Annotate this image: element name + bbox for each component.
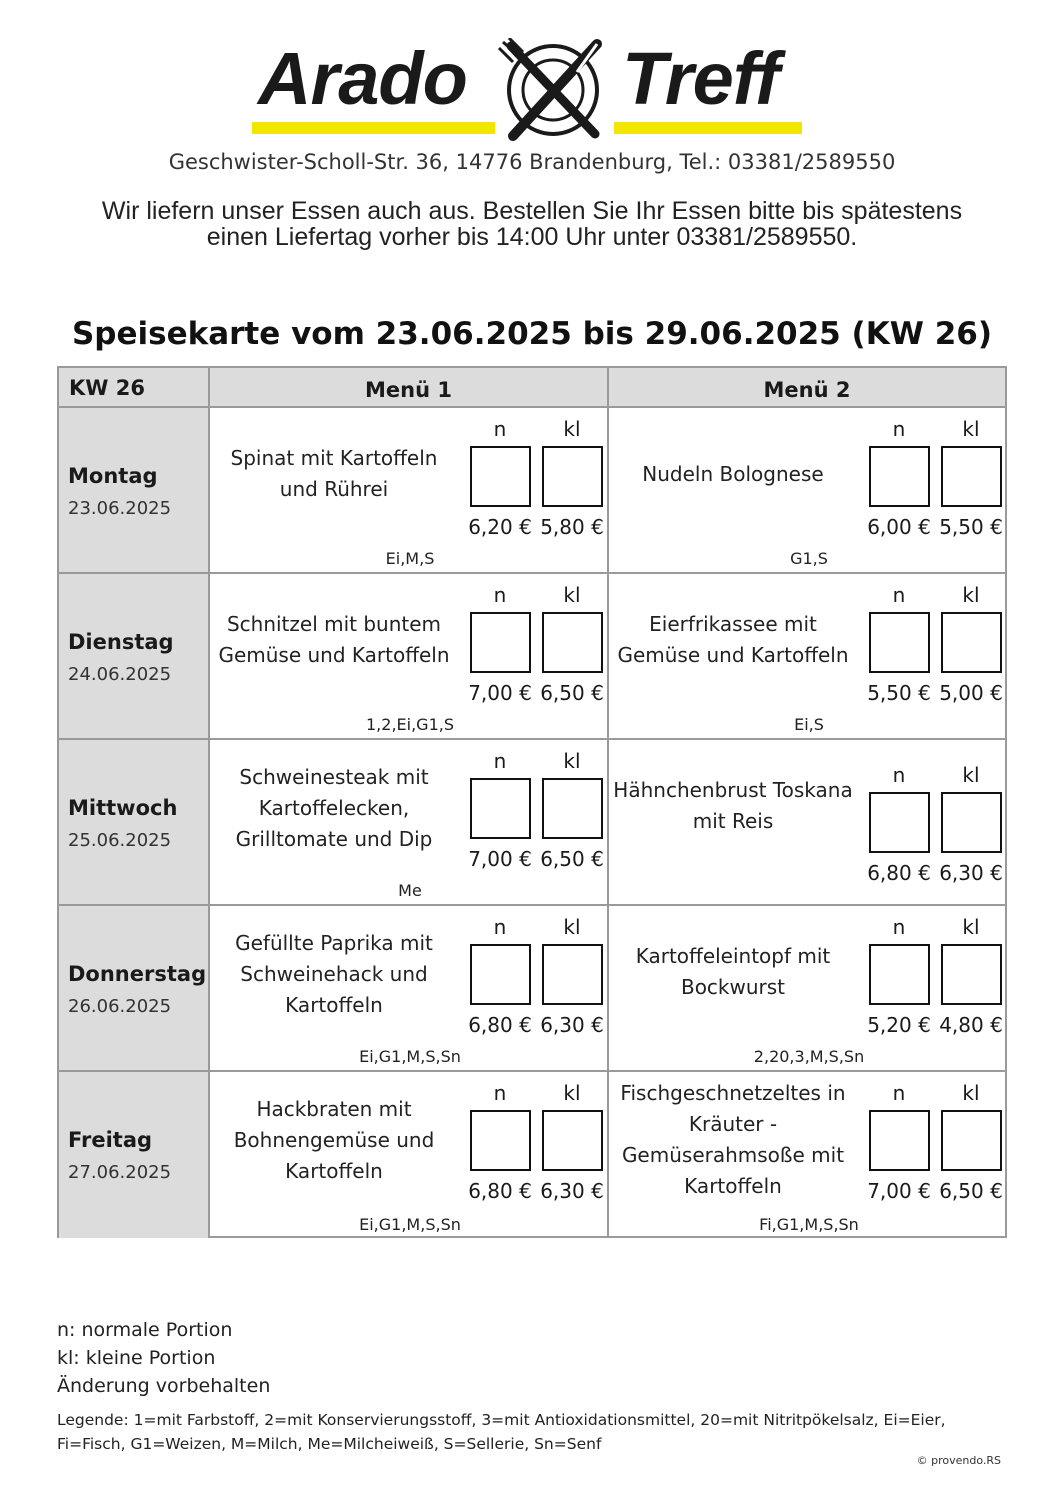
option-small-label: kl bbox=[962, 583, 980, 607]
price-small: 6,50 € bbox=[540, 681, 604, 705]
menu2-cell bbox=[609, 408, 1005, 572]
logo-word-left: Arado bbox=[258, 37, 467, 120]
logo-underline-left bbox=[252, 122, 495, 134]
price-normal: 6,80 € bbox=[468, 1179, 532, 1203]
price-normal: 6,80 € bbox=[867, 861, 931, 885]
order-checkbox-normal[interactable] bbox=[470, 778, 531, 839]
option-small-label: kl bbox=[563, 915, 581, 939]
option-normal bbox=[468, 416, 532, 539]
allergen-codes: 2,20,3,M,S,Sn bbox=[753, 1047, 865, 1066]
option-small bbox=[939, 1080, 1003, 1203]
option-small bbox=[540, 914, 604, 1037]
option-normal bbox=[468, 1080, 532, 1203]
allergen-legend: Legende: 1=mit Farbstoff, 2=mit Konservierungsstoff, 3=mit Antioxidationsmittel, 20=mit Nitritpökelsalz, Ei=Eier, Fi=Fisch, G1=Weizen, M=Milch, Me=Milcheiweiß, S=Sellerie, Sn=Senf bbox=[57, 1411, 946, 1453]
menu1-cell bbox=[210, 740, 609, 904]
order-checkbox-small[interactable] bbox=[542, 778, 603, 839]
day-date: 25.06.2025 bbox=[68, 830, 172, 851]
dish-name: Gefüllte Paprika mit Schweinehack und Kartoffeln bbox=[235, 930, 433, 1017]
day-name: Freitag bbox=[68, 1128, 153, 1152]
dish-name: Kartoffeleintopf mit Bockwurst bbox=[635, 944, 831, 999]
order-checkbox-normal[interactable] bbox=[470, 446, 531, 507]
menu1-cell bbox=[210, 1072, 609, 1238]
allergen-codes: Ei,S bbox=[794, 715, 824, 734]
allergen-codes: Fi,G1,M,S,Sn bbox=[759, 1215, 859, 1234]
page-title: Speisekarte vom 23.06.2025 bis 29.06.2025 (KW 26) bbox=[71, 316, 993, 352]
day-date: 26.06.2025 bbox=[68, 996, 172, 1017]
menu1-cell bbox=[210, 574, 609, 738]
order-checkbox-small[interactable] bbox=[542, 944, 603, 1005]
option-normal bbox=[867, 1080, 931, 1203]
order-checkbox-small[interactable] bbox=[542, 1110, 603, 1171]
option-small bbox=[540, 582, 604, 705]
option-normal-label: n bbox=[493, 583, 507, 607]
delivery-notice-line-2: einen Liefertag vorher bis 14:00 Uhr unter 03381/2589550. bbox=[206, 223, 858, 251]
option-small-label: kl bbox=[962, 417, 980, 441]
option-small bbox=[540, 416, 604, 539]
plate-fork-knife-icon bbox=[497, 38, 609, 142]
price-normal: 5,20 € bbox=[867, 1013, 931, 1037]
price-normal: 6,00 € bbox=[867, 515, 931, 539]
option-small bbox=[939, 416, 1003, 539]
option-small bbox=[540, 1080, 604, 1203]
order-checkbox-normal[interactable] bbox=[869, 446, 930, 507]
header-kw-cell bbox=[59, 368, 210, 408]
logo bbox=[0, 36, 1064, 146]
price-small: 4,80 € bbox=[939, 1013, 1003, 1037]
dish-name: Schnitzel mit buntem Gemüse und Kartoffeln bbox=[218, 612, 450, 667]
option-normal-label: n bbox=[493, 749, 507, 773]
order-checkbox-normal[interactable] bbox=[470, 612, 531, 673]
allergen-codes: Ei,M,S bbox=[385, 549, 435, 568]
option-normal-label: n bbox=[493, 915, 507, 939]
day-date: 23.06.2025 bbox=[68, 498, 172, 519]
menu2-cell bbox=[609, 1072, 1005, 1238]
option-small-label: kl bbox=[563, 417, 581, 441]
dish-name: Hähnchenbrust Toskana mit Reis bbox=[613, 778, 853, 833]
price-small: 6,50 € bbox=[939, 1179, 1003, 1203]
order-checkbox-small[interactable] bbox=[941, 612, 1002, 673]
day-name: Mittwoch bbox=[68, 796, 178, 820]
price-normal: 6,20 € bbox=[468, 515, 532, 539]
menu-table bbox=[57, 366, 1007, 1238]
header-kw-label: KW 26 bbox=[69, 376, 145, 400]
option-normal bbox=[468, 582, 532, 705]
copyright: © provendo.RS bbox=[916, 1454, 1001, 1467]
order-checkbox-normal[interactable] bbox=[470, 1110, 531, 1171]
option-small-label: kl bbox=[563, 583, 581, 607]
day-name: Dienstag bbox=[68, 630, 174, 654]
price-small: 5,00 € bbox=[939, 681, 1003, 705]
menu1-cell bbox=[210, 906, 609, 1070]
price-normal: 7,00 € bbox=[468, 681, 532, 705]
option-normal-label: n bbox=[892, 763, 906, 787]
allergen-codes: Ei,G1,M,S,Sn bbox=[359, 1047, 461, 1066]
day-name: Montag bbox=[68, 464, 158, 488]
option-small bbox=[939, 762, 1003, 885]
option-normal-label: n bbox=[493, 1081, 507, 1105]
order-checkbox-small[interactable] bbox=[941, 944, 1002, 1005]
order-checkbox-small[interactable] bbox=[941, 446, 1002, 507]
price-small: 5,80 € bbox=[540, 515, 604, 539]
day-cell bbox=[59, 740, 210, 904]
portion-notes bbox=[57, 1316, 270, 1400]
option-normal bbox=[867, 762, 931, 885]
price-small: 6,30 € bbox=[939, 861, 1003, 885]
price-small: 6,30 € bbox=[540, 1013, 604, 1037]
option-small-label: kl bbox=[962, 915, 980, 939]
day-cell bbox=[59, 1072, 210, 1238]
option-normal-label: n bbox=[892, 915, 906, 939]
price-small: 6,30 € bbox=[540, 1179, 604, 1203]
delivery-notice bbox=[0, 198, 1064, 250]
option-normal-label: n bbox=[892, 583, 906, 607]
day-date: 24.06.2025 bbox=[68, 664, 172, 685]
order-checkbox-normal[interactable] bbox=[470, 944, 531, 1005]
allergen-codes: Me bbox=[398, 881, 422, 900]
header-menu2-cell bbox=[609, 368, 1005, 408]
option-normal bbox=[468, 748, 532, 871]
header-menu1-label: Menü 1 bbox=[365, 378, 452, 402]
price-normal: 5,50 € bbox=[867, 681, 931, 705]
option-small-label: kl bbox=[962, 1081, 980, 1105]
dish-name: Hackbraten mit Bohnengemüse und Kartoffeln bbox=[233, 1096, 435, 1183]
menu1-cell bbox=[210, 408, 609, 572]
order-checkbox-normal[interactable] bbox=[869, 944, 930, 1005]
option-normal-label: n bbox=[892, 417, 906, 441]
menu2-cell bbox=[609, 906, 1005, 1070]
day-date: 27.06.2025 bbox=[68, 1162, 172, 1183]
allergen-codes: Ei,G1,M,S,Sn bbox=[359, 1215, 461, 1234]
order-checkbox-normal[interactable] bbox=[869, 1110, 930, 1171]
menu2-cell bbox=[609, 740, 1005, 904]
option-small-label: kl bbox=[962, 763, 980, 787]
option-normal-label: n bbox=[493, 417, 507, 441]
note-change-reserved: Änderung vorbehalten bbox=[57, 1375, 271, 1397]
option-normal bbox=[468, 914, 532, 1037]
price-normal: 7,00 € bbox=[867, 1179, 931, 1203]
order-checkbox-small[interactable] bbox=[542, 612, 603, 673]
day-cell bbox=[59, 906, 210, 1070]
order-checkbox-small[interactable] bbox=[941, 792, 1002, 853]
order-checkbox-normal[interactable] bbox=[869, 792, 930, 853]
price-normal: 6,80 € bbox=[468, 1013, 532, 1037]
day-row bbox=[59, 574, 1005, 740]
option-normal bbox=[867, 582, 931, 705]
logo-word-right: Treff bbox=[622, 37, 779, 120]
day-row bbox=[59, 906, 1005, 1072]
dish-name: Spinat mit Kartoffeln und Rührei bbox=[230, 446, 438, 501]
day-cell bbox=[59, 408, 210, 572]
address-line: Geschwister-Scholl-Str. 36, 14776 Brandenburg, Tel.: 03381/2589550 bbox=[168, 150, 896, 174]
dish-name: Eierfrikassee mit Gemüse und Kartoffeln bbox=[617, 612, 849, 667]
option-normal-label: n bbox=[892, 1081, 906, 1105]
option-small bbox=[939, 582, 1003, 705]
menu2-cell bbox=[609, 574, 1005, 738]
day-row bbox=[59, 408, 1005, 574]
order-checkbox-normal[interactable] bbox=[869, 612, 930, 673]
option-small-label: kl bbox=[563, 1081, 581, 1105]
note-normal-portion: n: normale Portion bbox=[57, 1319, 233, 1341]
dish-name: Nudeln Bolognese bbox=[642, 461, 824, 486]
option-small-label: kl bbox=[563, 749, 581, 773]
day-name: Donnerstag bbox=[68, 962, 207, 986]
allergen-codes: G1,S bbox=[790, 549, 828, 568]
dish-name: Fischgeschnetzeltes in Kräuter - Gemüserahmsoße mit Kartoffeln bbox=[620, 1081, 846, 1198]
header-menu1-cell bbox=[210, 368, 609, 408]
allergen-codes: 1,2,Ei,G1,S bbox=[366, 715, 454, 734]
day-row bbox=[59, 1072, 1005, 1238]
order-checkbox-small[interactable] bbox=[542, 446, 603, 507]
header-menu2-label: Menü 2 bbox=[763, 378, 851, 402]
logo-underline-right bbox=[614, 122, 802, 134]
option-normal bbox=[867, 416, 931, 539]
price-normal: 7,00 € bbox=[468, 847, 532, 871]
note-small-portion: kl: kleine Portion bbox=[57, 1347, 216, 1369]
option-small bbox=[540, 748, 604, 871]
option-normal bbox=[867, 914, 931, 1037]
dish-name: Schweinesteak mit Kartoffelecken, Grilltomate und Dip bbox=[235, 764, 433, 851]
order-checkbox-small[interactable] bbox=[941, 1110, 1002, 1171]
delivery-notice-line-1: Wir liefern unser Essen auch aus. Bestellen Sie Ihr Essen bitte bis spätestens bbox=[101, 197, 963, 225]
option-small bbox=[939, 914, 1003, 1037]
day-cell bbox=[59, 574, 210, 738]
day-row bbox=[59, 740, 1005, 906]
price-small: 5,50 € bbox=[939, 515, 1003, 539]
price-small: 6,50 € bbox=[540, 847, 604, 871]
